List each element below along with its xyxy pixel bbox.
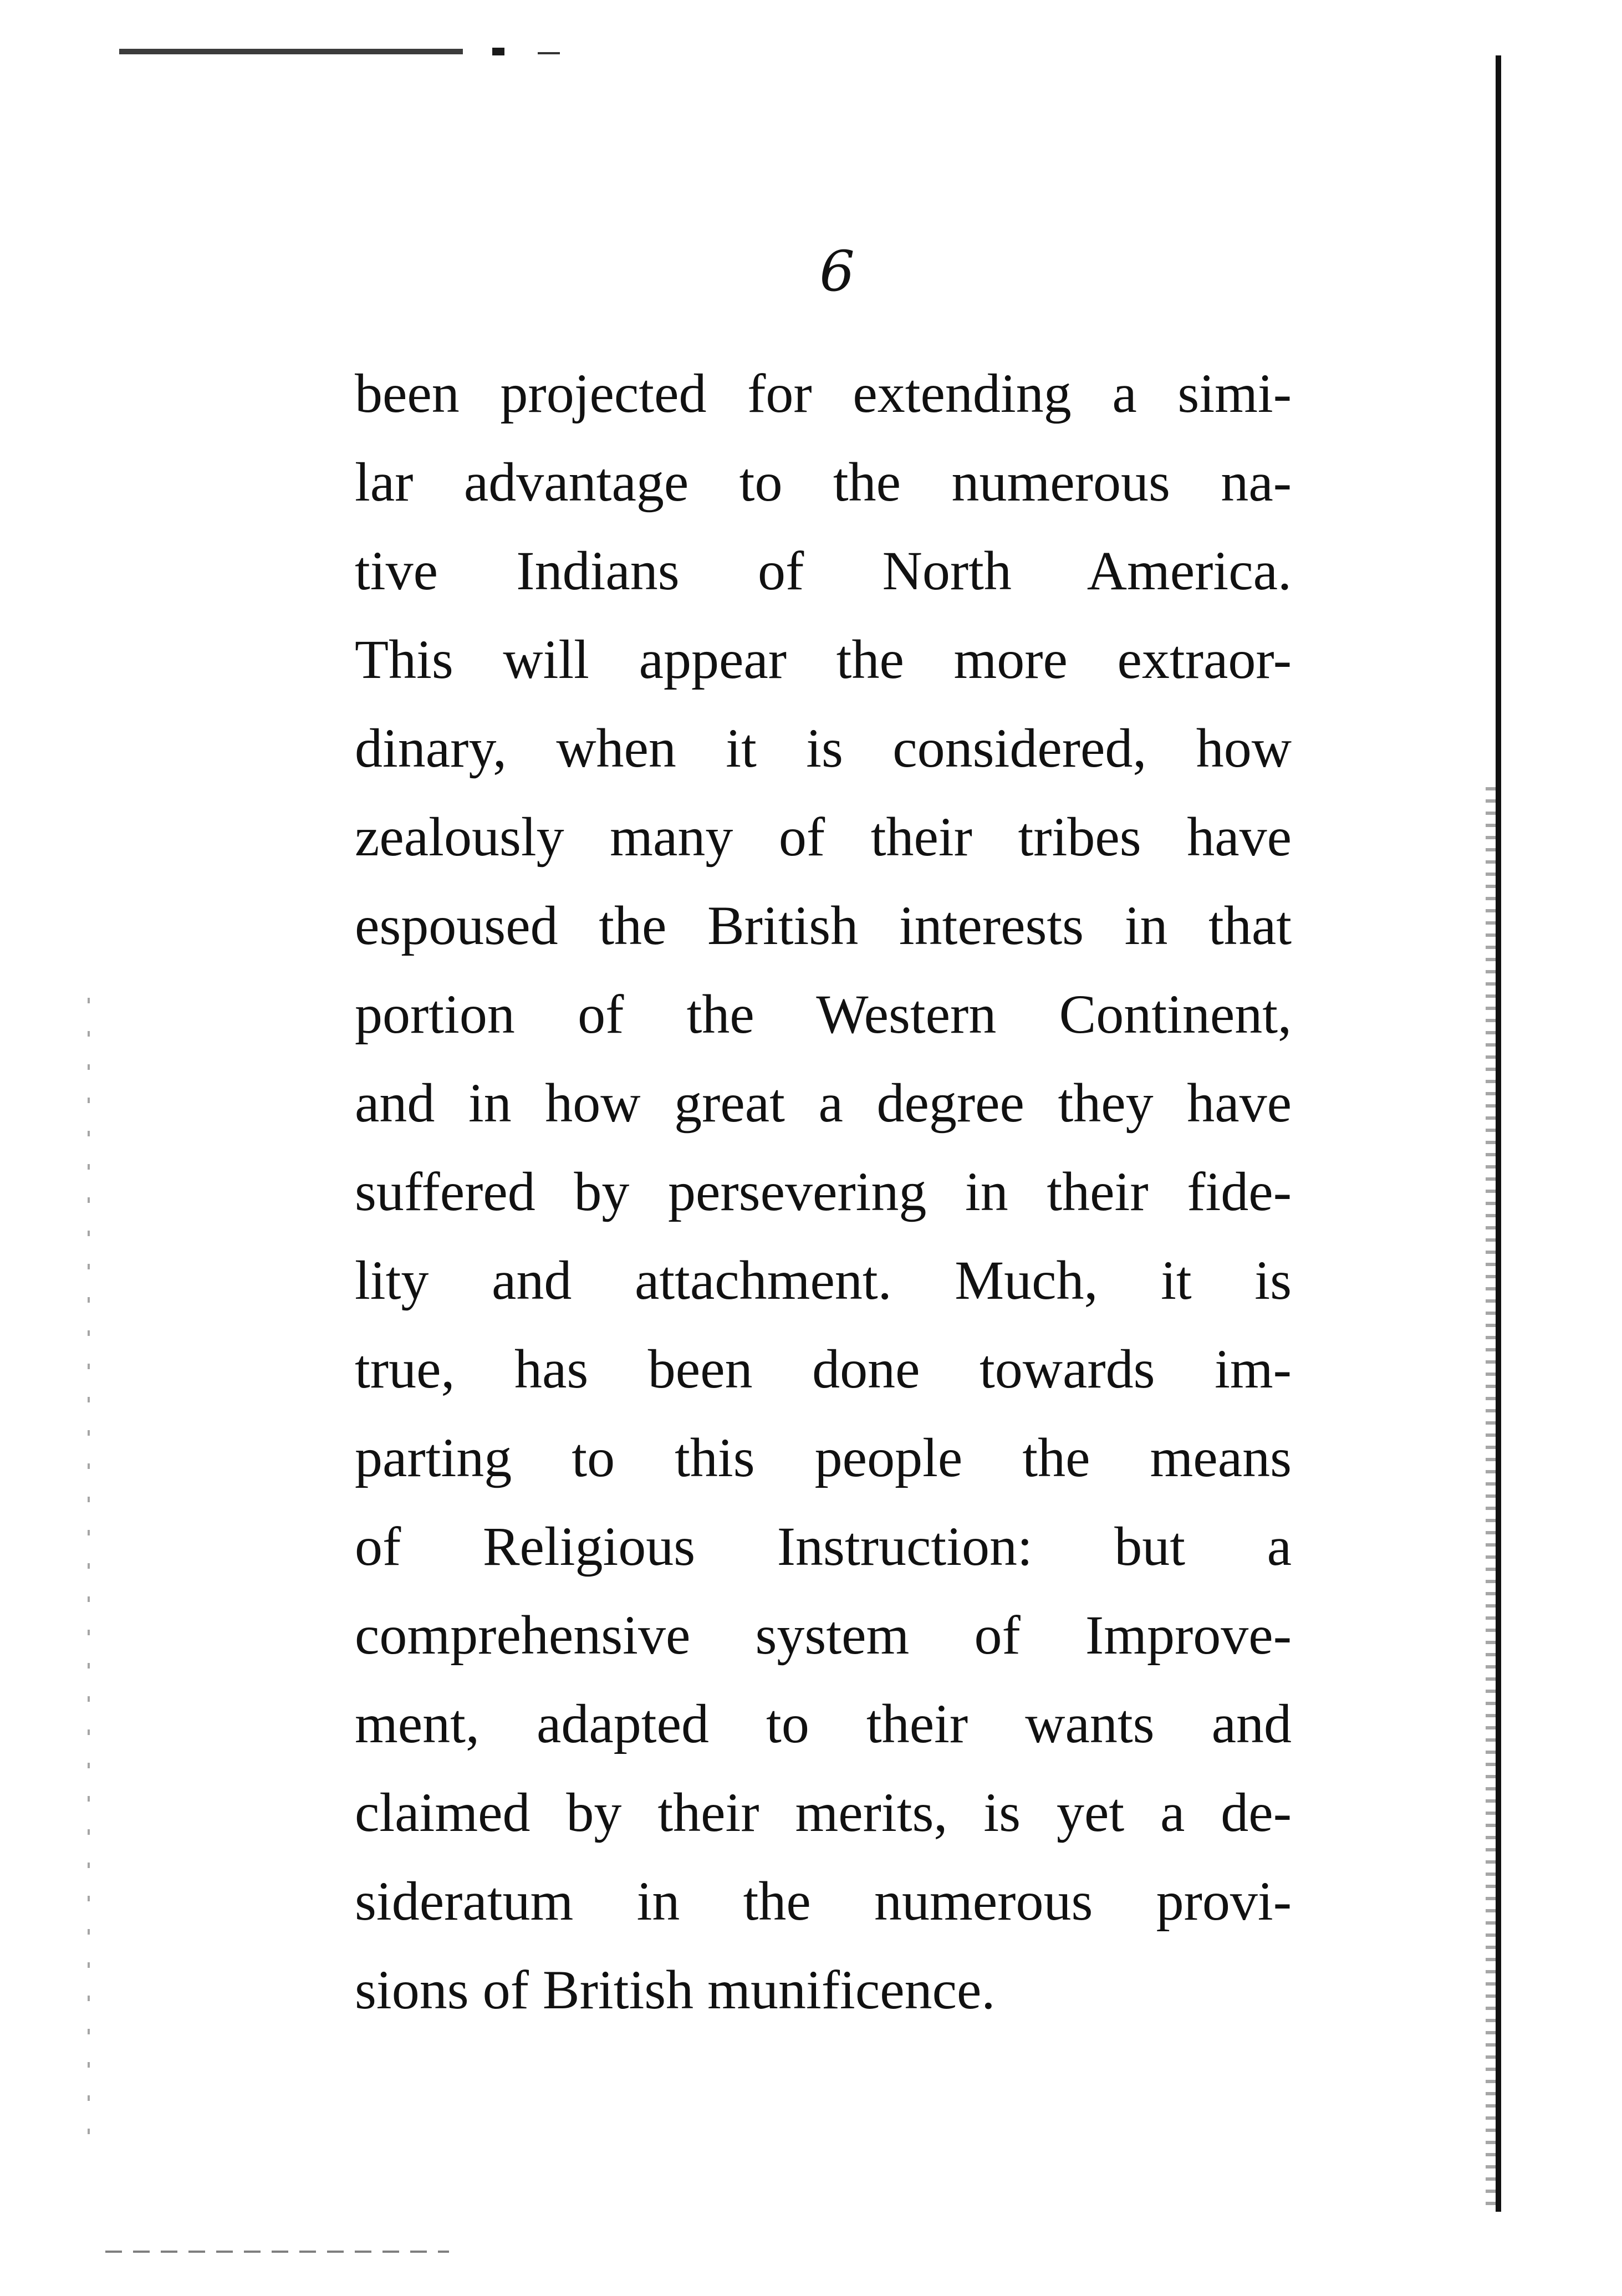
text-line: sions of British munificence. xyxy=(355,1959,996,2021)
page-number: 6 xyxy=(819,239,855,304)
text-line: true, has been done towards im- xyxy=(355,1338,1292,1400)
text-line: portion of the Western Continent, xyxy=(355,983,1292,1045)
top-rule-dash-artifact xyxy=(538,52,560,54)
text-line: ment, adapted to their wants and xyxy=(355,1693,1292,1754)
text-line: claimed by their merits, is yet a de- xyxy=(355,1782,1292,1843)
top-rule-artifact xyxy=(119,49,463,54)
page-edge-right xyxy=(1496,55,1501,2212)
page-edge-left xyxy=(88,998,90,2162)
page-edge-shadow xyxy=(1486,787,1496,2206)
text-line: tive Indians of North America. xyxy=(355,540,1292,601)
text-line: lar advantage to the numerous na- xyxy=(355,451,1292,513)
text-line: lity and attachment. Much, it is xyxy=(355,1249,1292,1311)
text-line: comprehensive system of Improve- xyxy=(355,1604,1292,1666)
text-line: dinary, when it is considered, how xyxy=(355,717,1292,779)
text-line: espoused the British interests in that xyxy=(355,895,1292,956)
text-line: zealously many of their tribes have xyxy=(355,806,1292,868)
text-line: This will appear the more extraor- xyxy=(355,629,1292,690)
bottom-rule-artifact xyxy=(105,2251,449,2253)
text-line: and in how great a degree they have xyxy=(355,1072,1292,1134)
text-line: parting to this people the means xyxy=(355,1427,1292,1488)
text-line: of Religious Instruction: but a xyxy=(355,1516,1292,1577)
text-line: been projected for extending a simi- xyxy=(355,363,1292,424)
text-line: sideratum in the numerous provi- xyxy=(355,1870,1292,1932)
text-line: suffered by persevering in their fide- xyxy=(355,1161,1292,1222)
body-paragraph xyxy=(355,349,1292,2034)
top-rule-mark-artifact xyxy=(492,48,504,55)
